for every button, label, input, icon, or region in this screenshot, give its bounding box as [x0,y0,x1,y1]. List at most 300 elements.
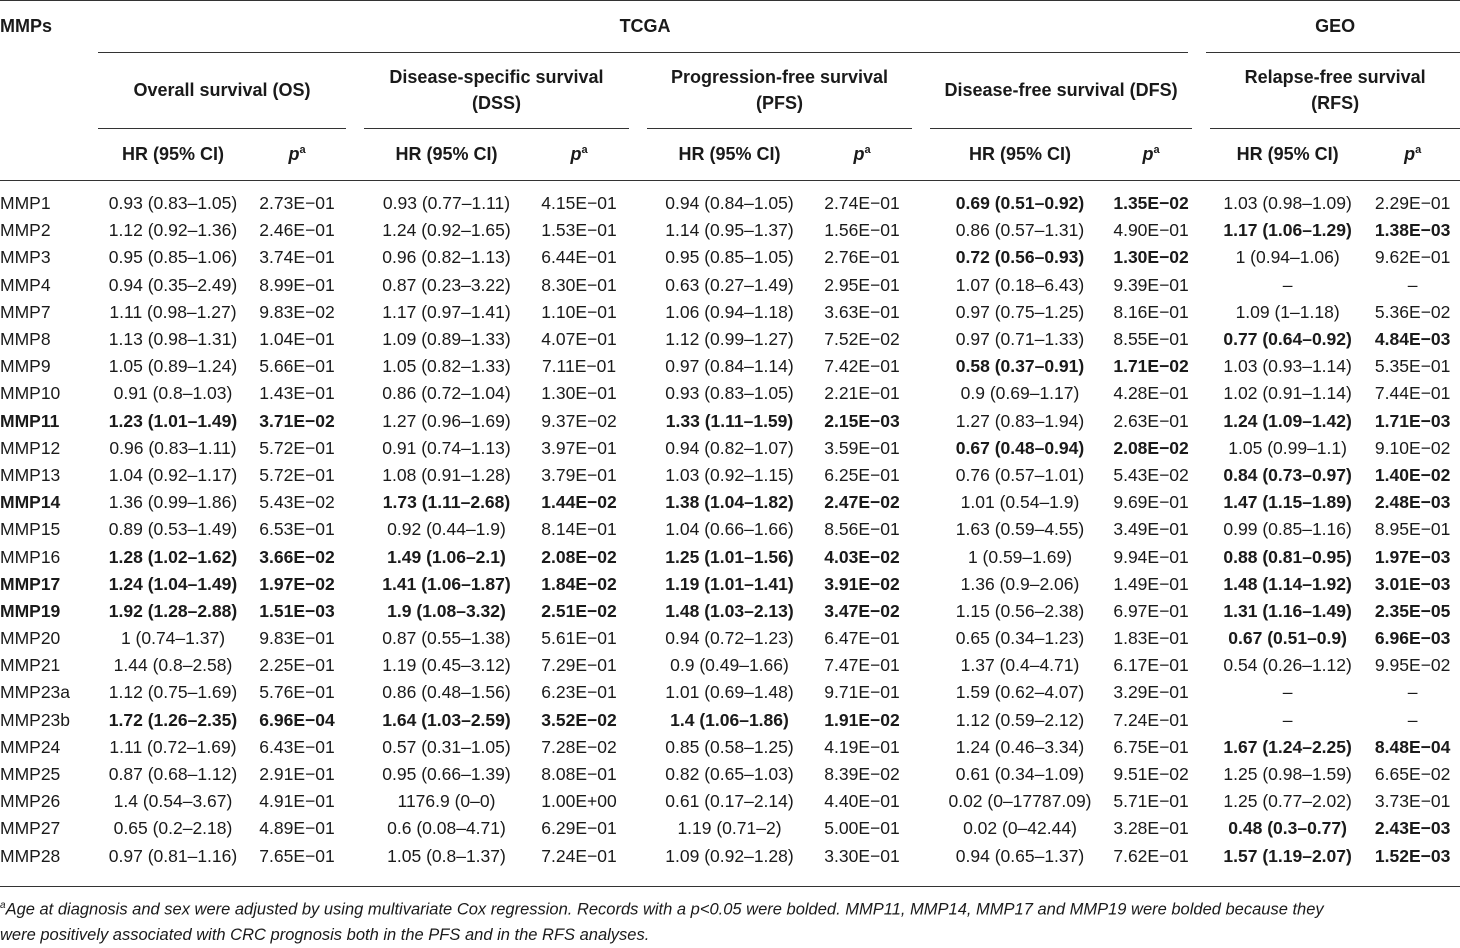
hr-cell: 0.69 (0.51–0.92) [955,193,1085,214]
table-row [0,734,1460,761]
p-cell: 3.71E−02 [259,410,335,431]
hr-cell: – [1282,274,1293,295]
p-cell: 2.29E−01 [1374,193,1451,214]
hr-cell: 0.95 (0.85–1.06) [108,247,238,268]
hr-cell: 0.57 (0.31–1.05) [382,736,511,757]
hr-cell: 0.02 (0–17787.09) [948,791,1092,812]
p-cell: 9.10E−02 [1374,437,1451,458]
p-cell: 4.90E−01 [1113,220,1189,241]
hr-cell: 1.05 (0.99–1.1) [1228,437,1347,458]
mmp-name: MMP15 [0,519,61,540]
rfs-rule [1210,128,1460,129]
p-cell: 4.28E−01 [1113,383,1189,404]
table-row [0,408,1460,435]
p-cell: 1.04E−01 [259,329,335,350]
hr-cell: 1.05 (0.8–1.37) [387,845,506,866]
p-cell: 6.43E−01 [259,736,335,757]
p-cell: 1.35E−02 [1113,193,1189,214]
hr-cell: 0.6 (0.08–4.71) [387,818,506,839]
table-row [0,707,1460,734]
footnote: $^a$Age at diagnosis and sex were adjusted by using multivariate Cox regression. Records with a p<0.05 were bolded. MMP11, MMP14, MMP17 and MMP19 were bolded because they were positively associated with CRC prognosis both in the PFS and in the RFS analyses. [0,900,1324,944]
hr-cell: 1.03 (0.93–1.14) [1223,356,1352,377]
p-cell: 6.29E−01 [541,818,617,839]
hr-cell: 1 (0.94–1.06) [1235,247,1340,268]
hr-cell: 0.97 (0.81–1.16) [108,845,238,866]
p-cell: 7.28E−02 [541,736,617,757]
hr-cell: 1.57 (1.19–2.07) [1223,845,1352,866]
hr-cell: 0.86 (0.57–1.31) [955,220,1085,241]
os-header: Overall survival (OS) [133,80,311,100]
hr-cell: 1.12 (0.92–1.36) [108,220,238,241]
hr-cell: 1.38 (1.04–1.82) [665,492,794,513]
mmp-name: MMP27 [0,818,61,839]
hr-cell: 1.09 (0.92–1.28) [665,845,794,866]
p-cell: 4.89E−01 [259,818,335,839]
p-cell: 8.95E−01 [1374,519,1451,540]
table-row [0,843,1460,870]
p-cell: 7.11E−01 [541,356,617,377]
hr-ci-header: HR (95% CI) [1236,143,1339,164]
mmp-name: MMP7 [0,301,51,322]
hr-cell: 0.94 (0.72–1.23) [665,628,794,649]
p-sup: a [864,143,871,156]
mmp-name: MMP10 [0,383,61,404]
hr-cell: 0.48 (0.3–0.77) [1228,818,1347,839]
hr-cell: 1.24 (1.04–1.49) [108,573,238,594]
hr-cell: 0.94 (0.82–1.07) [665,437,794,458]
hr-ci-header: HR (95% CI) [395,143,498,164]
hr-cell: 0.93 (0.77–1.11) [382,193,511,214]
top-rule [0,0,1460,1]
table-row [0,244,1460,271]
mmp-name: MMP12 [0,437,61,458]
p-cell: 1.38E−03 [1374,220,1451,241]
hr-cell: 1.12 (0.59–2.12) [955,709,1085,730]
hr-cell: 0.97 (0.71–1.33) [955,329,1085,350]
p-cell: 3.66E−02 [259,546,335,567]
p-cell: 1.83E−01 [1113,628,1189,649]
table-row [0,625,1460,652]
p-cell: 2.48E−03 [1374,492,1451,513]
hr-cell: 1.9 (1.08–3.32) [387,600,506,621]
hr-cell: 1.03 (0.98–1.09) [1223,193,1352,214]
p-cell: 3.52E−02 [541,709,617,730]
hr-cell: 1.19 (1.01–1.41) [665,573,794,594]
hr-cell: 1 (0.74–1.37) [120,628,226,649]
p-cell: 6.25E−01 [824,464,900,485]
mmp-name: MMP26 [0,791,61,812]
geo-header: GEO [1315,15,1356,36]
table-row [0,272,1460,299]
p-value-header [248,128,346,180]
hr-cell: 1.17 (1.06–1.29) [1223,220,1352,241]
hr-cell: 1.11 (0.98–1.27) [109,301,237,322]
p-cell: 8.55E−01 [1113,329,1189,350]
p-cell: – [1407,682,1418,703]
p-cell: 2.43E−03 [1374,818,1451,839]
p-cell: 2.73E−01 [259,193,335,214]
p-cell: 1.56E−01 [824,220,900,241]
hr-cell: 0.67 (0.51–0.9) [1228,628,1347,649]
hr-cell: 1.67 (1.24–2.25) [1223,736,1352,757]
hr-cell: 0.9 (0.69–1.17) [960,383,1080,404]
table-row [0,435,1460,462]
table-row [0,652,1460,679]
p-cell: 5.72E−01 [259,437,335,458]
p-cell: 1.52E−03 [1374,845,1451,866]
geo-rule [1206,52,1460,53]
hr-cell: 1.59 (0.62–4.07) [955,682,1085,703]
p-cell: 2.76E−01 [824,247,900,268]
hr-cell: 1.14 (0.95–1.37) [665,220,794,241]
mmp-name: MMP28 [0,845,61,866]
p-cell: 6.17E−01 [1113,655,1189,676]
hr-cell: 1.07 (0.18–6.43) [955,274,1085,295]
hr-cell: 0.94 (0.65–1.37) [955,845,1085,866]
hr-cell: 1.19 (0.71–2) [677,818,782,839]
table-row [0,380,1460,407]
hr-cell: 0.82 (0.65–1.03) [665,764,794,785]
p-cell: 5.43E−02 [259,492,335,513]
p-value-header [1110,128,1192,180]
hr-cell: 0.65 (0.34–1.23) [955,628,1085,649]
hr-cell: 1.28 (1.02–1.62) [108,546,238,567]
hr-cell: 0.02 (0–42.44) [963,818,1077,839]
tcga-rule [98,52,1188,53]
hr-cell: 0.97 (0.84–1.14) [665,356,794,377]
p-cell: 2.91E−01 [259,764,335,785]
hr-cell: 1.01 (0.54–1.9) [960,492,1080,513]
p-cell: 5.61E−01 [541,628,617,649]
hr-cell: 1.09 (0.89–1.33) [382,329,511,350]
p-cell: 1.40E−02 [1374,464,1451,485]
p-cell: 8.56E−01 [824,519,900,540]
mmp-name: MMP17 [0,573,61,594]
p-label: p [1142,143,1154,164]
mmp-name: MMP14 [0,492,61,513]
dfs-rule [930,128,1192,129]
p-cell: 2.74E−01 [824,193,900,214]
table-row [0,299,1460,326]
hr-cell: 0.95 (0.66–1.39) [382,764,511,785]
hr-cell: 1.23 (1.01–1.49) [108,410,238,431]
p-cell: – [1407,274,1418,295]
table-row [0,489,1460,516]
p-cell: 2.63E−01 [1113,410,1189,431]
hr-cell: 1.24 (0.46–3.34) [955,736,1085,757]
p-cell: 1.71E−02 [1113,356,1189,377]
dss-rule [364,128,629,129]
p-cell: 6.65E−02 [1374,764,1451,785]
hr-cell: 1.4 (1.06–1.86) [670,709,789,730]
hr-cell: 1.36 (0.9–2.06) [960,573,1080,594]
hr-cell: 1.27 (0.96–1.69) [382,410,511,431]
p-cell: 2.35E−05 [1374,600,1451,621]
p-sup: a [1153,143,1160,156]
p-cell: 3.74E−01 [259,247,335,268]
hr-cell: 0.96 (0.82–1.13) [382,247,511,268]
p-cell: 9.39E−01 [1113,274,1189,295]
p-cell: 7.47E−01 [824,655,900,676]
table-row [0,462,1460,489]
hr-cell: 0.84 (0.73–0.97) [1223,464,1352,485]
hr-cell: 1.13 (0.98–1.31) [108,329,238,350]
hr-cell: 0.76 (0.57–1.01) [955,464,1085,485]
table-row [0,761,1460,788]
p-cell: 1.51E−03 [259,600,335,621]
table-row [0,516,1460,543]
p-cell: 4.91E−01 [259,791,335,812]
mmp-name: MMP23a [0,682,71,703]
hr-cell: 1.25 (1.01–1.56) [665,546,794,567]
hr-cell: 0.85 (0.58–1.25) [665,736,794,757]
hr-cell: 1.31 (1.16–1.49) [1223,600,1352,621]
p-label: p [1404,143,1416,164]
p-cell: 4.19E−01 [824,736,900,757]
tcga-header: TCGA [619,15,671,36]
hr-cell: – [1282,709,1293,730]
p-cell: 2.25E−01 [259,655,335,676]
hr-cell: 0.87 (0.55–1.38) [382,628,511,649]
p-cell: 2.46E−01 [259,220,335,241]
hr-cell: 1.11 (0.72–1.69) [109,736,237,757]
dss-header: Disease-specific survival (DSS) [389,67,604,113]
table-row [0,788,1460,815]
p-cell: 3.49E−01 [1113,519,1189,540]
p-cell: 7.62E−01 [1113,845,1189,866]
p-cell: 4.07E−01 [541,329,617,350]
p-cell: 2.95E−01 [824,274,900,295]
hr-cell: 0.77 (0.64–0.92) [1223,329,1352,350]
hr-cell: 1.49 (1.06–2.1) [387,546,506,567]
p-cell: 3.01E−03 [1374,573,1451,594]
hr-cell: 1.01 (0.69–1.48) [665,682,794,703]
p-cell: 1.49E−01 [1113,573,1189,594]
hr-cell: 1.73 (1.11–2.68) [382,492,511,513]
p-cell: 1.44E−02 [541,492,617,513]
p-cell: 1.71E−03 [1374,410,1451,431]
hr-cell: 0.87 (0.23–3.22) [382,274,511,295]
p-label: p [570,143,582,164]
p-cell: 1.10E−01 [541,301,617,322]
hr-cell: 1.92 (1.28–2.88) [108,600,238,621]
p-cell: 5.43E−02 [1113,464,1189,485]
hr-cell: 0.99 (0.85–1.16) [1223,519,1352,540]
hr-cell: 1.37 (0.4–4.71) [960,655,1080,676]
p-value-header [812,128,912,180]
hr-cell: 1.24 (0.92–1.65) [382,220,511,241]
hr-cell: 1.64 (1.03–2.59) [382,709,511,730]
p-cell: 8.16E−01 [1113,301,1189,322]
p-cell: 9.83E−02 [259,301,335,322]
mmp-name: MMP24 [0,736,61,757]
p-cell: 7.65E−01 [259,845,335,866]
p-cell: 9.83E−01 [259,628,335,649]
table-row [0,571,1460,598]
p-cell: 3.97E−01 [541,437,617,458]
mmp-name: MMP9 [0,356,51,377]
p-cell: 8.39E−02 [824,764,900,785]
mmp-name: MMP13 [0,464,61,485]
p-cell: 7.24E−01 [1113,709,1189,730]
mmp-name: MMP2 [0,220,51,241]
hr-cell: 0.97 (0.75–1.25) [955,301,1085,322]
table-row [0,217,1460,244]
hr-cell: 1.4 (0.54–3.67) [113,791,233,812]
mmp-name: MMP25 [0,764,61,785]
hr-cell: 1.15 (0.56–2.38) [955,600,1085,621]
mmp-name: MMP21 [0,655,61,676]
bottom-rule [0,886,1460,887]
hr-cell: 0.86 (0.72–1.04) [382,383,511,404]
p-cell: 5.76E−01 [259,682,335,703]
hr-cell: 1.19 (0.45–3.12) [382,655,511,676]
p-cell: 2.51E−02 [541,600,617,621]
p-cell: 6.96E−04 [259,709,335,730]
hr-cell: 0.65 (0.2–2.18) [113,818,233,839]
mmp-name: MMP16 [0,546,61,567]
p-cell: 3.79E−01 [541,464,617,485]
table-row [0,543,1460,570]
p-cell: 4.84E−03 [1374,329,1451,350]
p-cell: 3.30E−01 [824,845,900,866]
p-cell: 7.29E−01 [541,655,617,676]
p-cell: 5.72E−01 [259,464,335,485]
table-row [0,353,1460,380]
p-cell: 8.08E−01 [541,764,617,785]
p-sup: a [1415,143,1422,156]
p-cell: 7.44E−01 [1374,383,1451,404]
hr-cell: 1.47 (1.15–1.89) [1223,492,1352,513]
p-cell: 1.30E−01 [541,383,617,404]
p-cell: 8.48E−04 [1374,736,1451,757]
header-rule [0,180,1460,181]
p-cell: 6.96E−03 [1374,628,1451,649]
dfs-header: Disease-free survival (DFS) [944,80,1178,100]
hr-cell: 1.44 (0.8–2.58) [113,655,233,676]
hr-cell: – [1282,682,1293,703]
hr-cell: 1.25 (0.98–1.59) [1223,764,1352,785]
hr-cell: 1 (0.59–1.69) [967,546,1073,567]
table-row [0,598,1460,625]
table-row [0,180,1460,217]
p-cell: 9.94E−01 [1113,546,1189,567]
p-cell: – [1407,709,1418,730]
p-cell: 2.15E−03 [824,410,900,431]
hr-cell: 1.25 (0.77–2.02) [1223,791,1352,812]
hr-cell: 0.91 (0.74–1.13) [382,437,511,458]
p-cell: 3.28E−01 [1113,818,1189,839]
hr-ci-header: HR (95% CI) [968,143,1071,164]
hr-cell: 0.61 (0.17–2.14) [665,791,794,812]
p-cell: 8.30E−01 [541,274,617,295]
p-cell: 3.63E−01 [824,301,900,322]
hr-cell: 0.67 (0.48–0.94) [955,437,1085,458]
hr-cell: 0.88 (0.81–0.95) [1223,546,1352,567]
p-cell: 5.36E−02 [1374,301,1451,322]
hr-cell: 1.06 (0.94–1.18) [665,301,794,322]
table-row [0,815,1460,842]
p-cell: 7.24E−01 [541,845,617,866]
hr-cell: 1.05 (0.82–1.33) [382,356,511,377]
hr-cell: 0.94 (0.35–2.49) [108,274,238,295]
p-cell: 3.47E−02 [824,600,900,621]
mmp-name: MMP8 [0,329,51,350]
p-value-header [1365,128,1460,180]
p-cell: 2.47E−02 [824,492,900,513]
p-cell: 8.99E−01 [259,274,335,295]
p-cell: 2.08E−02 [1113,437,1189,458]
p-cell: 4.40E−01 [824,791,900,812]
hr-cell: 1.09 (1–1.18) [1235,301,1340,322]
hr-cell: 1.24 (1.09–1.42) [1223,410,1352,431]
hr-cell: 0.94 (0.84–1.05) [665,193,794,214]
table-row [0,679,1460,706]
p-cell: 7.42E−01 [824,356,900,377]
hr-cell: 1.63 (0.59–4.55) [955,519,1085,540]
os-rule [98,128,346,129]
p-cell: 5.71E−01 [1113,791,1189,812]
p-cell: 9.69E−01 [1113,492,1189,513]
p-cell: 1.91E−02 [824,709,900,730]
hr-cell: 1.41 (1.06–1.87) [382,573,511,594]
footnote-line2: were positively associated with CRC prognosis both in the PFS and in the RFS analyses. [0,925,650,944]
p-cell: 6.75E−01 [1113,736,1189,757]
hr-cell: 0.96 (0.83–1.11) [109,437,237,458]
p-cell: 2.08E−02 [541,546,617,567]
hr-cell: 0.54 (0.26–1.12) [1223,655,1352,676]
p-cell: 3.91E−02 [824,573,900,594]
hr-cell: 1.04 (0.92–1.17) [108,464,238,485]
p-cell: 6.44E−01 [541,247,617,268]
rfs-header: Relapse-free survival (RFS) [1244,67,1426,113]
hr-cell: 1.03 (0.92–1.15) [665,464,794,485]
hr-cell: 1.02 (0.91–1.14) [1223,383,1352,404]
table-row [0,326,1460,353]
hr-cell: 0.89 (0.53–1.49) [108,519,238,540]
hr-cell: 1.04 (0.66–1.66) [665,519,794,540]
hr-cell: 0.9 (0.49–1.66) [670,655,789,676]
hr-cell: 0.72 (0.56–0.93) [955,247,1085,268]
hr-cell: 1.08 (0.91–1.28) [382,464,511,485]
hr-cell: 1.72 (1.26–2.35) [108,709,238,730]
p-cell: 3.59E−01 [824,437,900,458]
p-cell: 5.00E−01 [824,818,900,839]
p-cell: 3.29E−01 [1113,682,1189,703]
p-cell: 3.73E−01 [1374,791,1451,812]
mmp-name: MMP4 [0,274,51,295]
p-cell: 6.97E−01 [1113,600,1189,621]
p-cell: 7.52E−02 [824,329,900,350]
hr-cell: 1.27 (0.83–1.94) [955,410,1085,431]
pfs-header: Progression-free survival (PFS) [670,67,889,113]
p-cell: 1.00E+00 [541,791,617,812]
p-cell: 5.35E−01 [1374,356,1451,377]
hr-cell: 0.93 (0.83–1.05) [665,383,794,404]
hr-cell: 0.63 (0.27–1.49) [665,274,794,295]
p-cell: 1.43E−01 [259,383,335,404]
pfs-rule [647,128,912,129]
p-cell: 8.14E−01 [541,519,617,540]
mmp-name: MMP11 [0,410,60,431]
hr-cell: 1.05 (0.89–1.24) [108,356,238,377]
hr-cell: 1.48 (1.03–2.13) [665,600,794,621]
p-cell: 1.30E−02 [1113,247,1189,268]
mmp-name: MMP3 [0,247,51,268]
table-body [0,180,1460,870]
p-cell: 9.37E−02 [541,410,617,431]
p-cell: 6.47E−01 [824,628,900,649]
